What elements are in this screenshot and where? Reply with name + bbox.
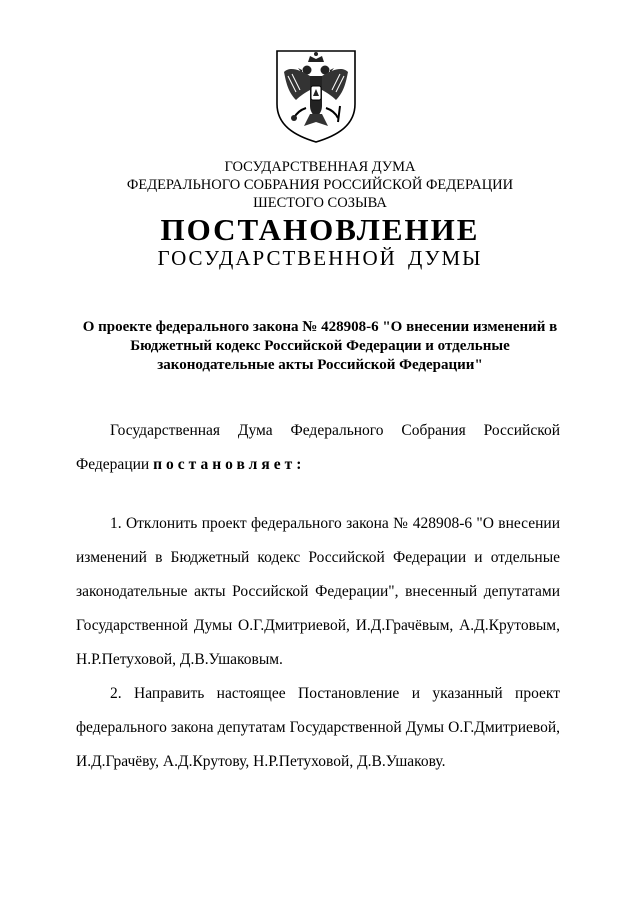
subject-line-3: законодательные акты Российской Федерации"	[157, 357, 483, 373]
subject-line-2: Бюджетный кодекс Российской Федерации и отдельные	[130, 338, 510, 354]
item1-line-2: изменений в Бюджетный кодекс Российской Федерации и отдельные	[76, 549, 560, 566]
document-subtitle: ГОСУДАРСТВЕННОЙ ДУМЫ	[157, 246, 483, 270]
item1-line-4: Государственной Думы О.Г.Дмитриевой, И.Д.Грачёвым, А.Д.Крутовым,	[76, 617, 560, 634]
item1-line-1: 1. Отклонить проект федерального закона № 428908-6 "О внесении	[110, 515, 560, 532]
item2-line-1: 2. Направить настоящее Постановление и указанный проект	[110, 685, 560, 702]
preamble-line-1: Государственная Дума Федерального Собрания Российской	[110, 422, 560, 439]
subject-line-1: О проекте федерального закона № 428908-6 "О внесении изменений в	[82, 319, 558, 335]
preamble-text: Федерации	[76, 456, 154, 473]
item1-line-3: законодательные акты Российской Федерации", внесенный депутатами	[76, 583, 560, 600]
paragraph-item-2	[76, 677, 560, 779]
item2-line-3: И.Д.Грачёву, А.Д.Крутову, Н.Р.Петуховой, Д.В.Ушакову.	[76, 753, 446, 770]
document-subject	[60, 318, 580, 375]
header-line-1: ГОСУДАРСТВЕННАЯ ДУМА	[224, 159, 416, 175]
issuer-header	[0, 158, 640, 212]
document-title: ПОСТАНОВЛЕНИЕ	[160, 212, 480, 247]
resolves-word: постановляет:	[153, 456, 306, 473]
item1-line-5: Н.Р.Петуховой, Д.В.Ушаковым.	[76, 651, 283, 668]
paragraph-item-1	[76, 507, 560, 677]
preamble-line-2	[76, 448, 560, 482]
header-line-2: ФЕДЕРАЛЬНОГО СОБРАНИЯ РОССИЙСКОЙ ФЕДЕРАЦИИ	[126, 177, 514, 193]
preamble-paragraph	[76, 414, 560, 482]
item2-line-2: федерального закона депутатам Государственной Думы О.Г.Дмитриевой,	[76, 719, 560, 736]
coat-of-arms-icon	[274, 48, 358, 144]
header-line-3: ШЕСТОГО СОЗЫВА	[253, 195, 387, 211]
